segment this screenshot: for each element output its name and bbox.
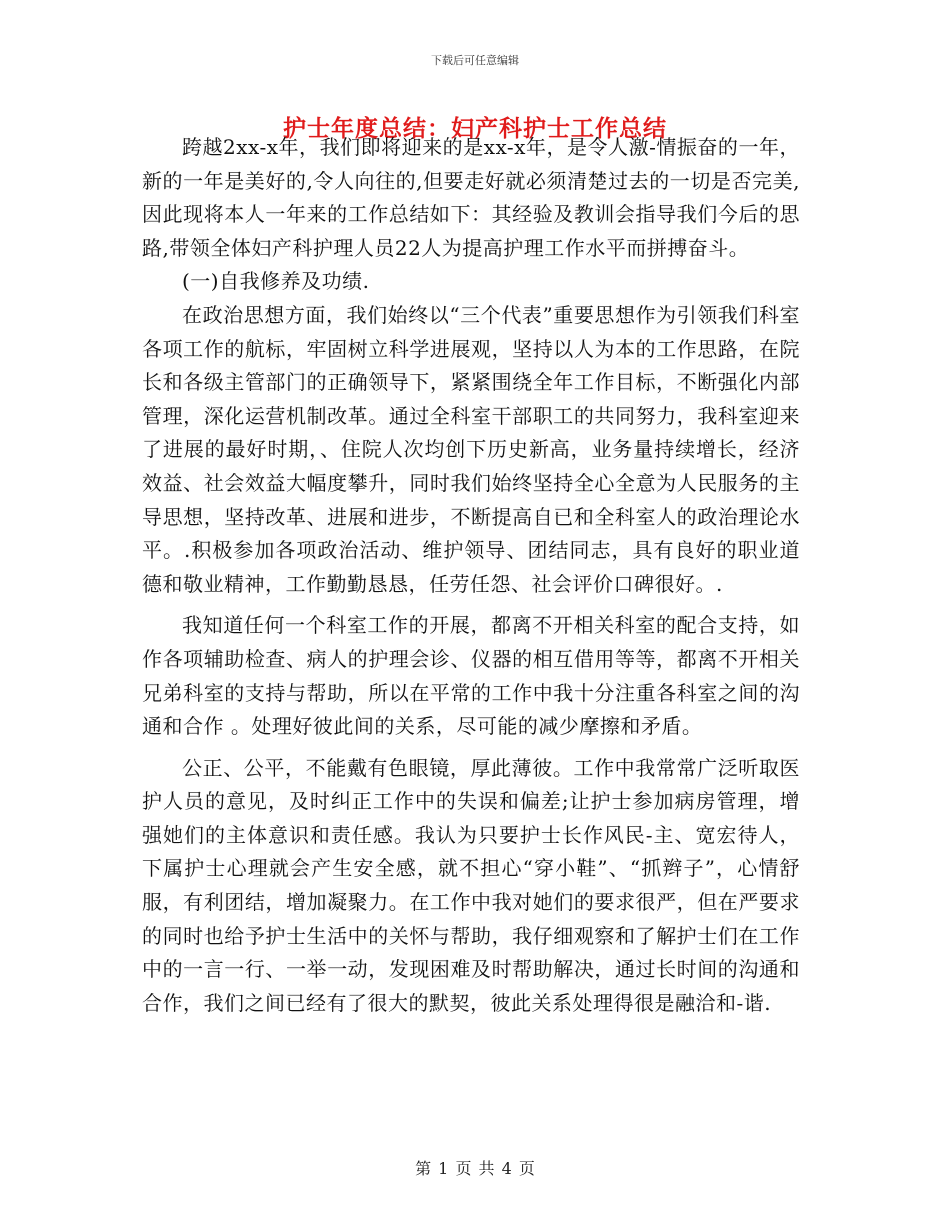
document-title: 护士年度总结：妇产科护士工作总结 xyxy=(283,115,667,142)
paragraph-cooperation: 我知道任何一个科室工作的开展，都离不开相关科室的配合支持，如作各项辅助检查、病人的护理会诊、仪器的相互借用等等，都离不开相关兄弟科室的支持与帮助，所以在平常的工作中我十分注重各科室之间的沟通和合作 。处理好彼此间的关系，尽可能的减少摩擦和矛盾。 xyxy=(142,613,800,739)
paragraph-politics: 在政治思想方面，我们始终以“三个代表”重要思想作为引领我们科室各项工作的航标，牢固树立科学进展观，坚持以人为本的工作思路，在院长和各级主管部门的正确领导下，紧紧围绕全年工作目标，不断强化内部管理，深化运营机制改革。通过全科室干部职工的共同努力，我科室迎来了进展的最好时期，、住院人次均创下历史新高，业务量持续增长，经济效益、社会效益大幅度攀升，同时我们始终坚持全心全意为人民服务的主导思想，坚持改革、进展和进步，不断提高自已和全科室人的政治理论水平。.积极参加各项政治活动、维护领导、团结同志，具有良好的职业道德和敬业精神，工作勤勤恳恳，任劳任怨、社会评价口碑很好。. xyxy=(142,302,800,596)
paragraph-fairness: 公正、公平，不能戴有色眼镜，厚此薄彼。工作中我常常广泛听取医护人员的意见，及时纠正工作中的失误和偏差;让护士参加病房管理，增强她们的主体意识和责任感。我认为只要护士长作风民-主、宽宏待人，下属护士心理就会产生安全感，就不担心“穿小鞋”、“抓辫子”，心情舒服，有利团结，增加凝聚力。在工作中我对她们的要求很严，但在严要求的同时也给予护士生活中的关怀与帮助，我仔细观察和了解护士们在工作中的一言一行、一举一动，发现困难及时帮助解决，通过长时间的沟通和合作，我们之间已经有了很大的默契，彼此关系处理得很是融洽和-谐. xyxy=(142,755,800,1015)
paragraph-intro: 跨越2xx-x年，我们即将迎来的是xx-x年，是令人激-情振奋的一年，新的一年是美好的,令人向往的,但要走好就必须清楚过去的一切是否完美,因此现将本人一年来的工作总结如下：其经验及教训会指导我们今后的思路,带领全体妇产科护理人员22人为提高护理工作水平而拼搏奋斗。 xyxy=(142,135,800,260)
page-footer: 第 1 页 共 4 页 xyxy=(415,1159,535,1178)
document-body xyxy=(142,131,800,1020)
page-header-note: 下载后可任意编辑 xyxy=(431,54,519,67)
section-heading: (一)自我修养及功绩. xyxy=(182,269,370,294)
